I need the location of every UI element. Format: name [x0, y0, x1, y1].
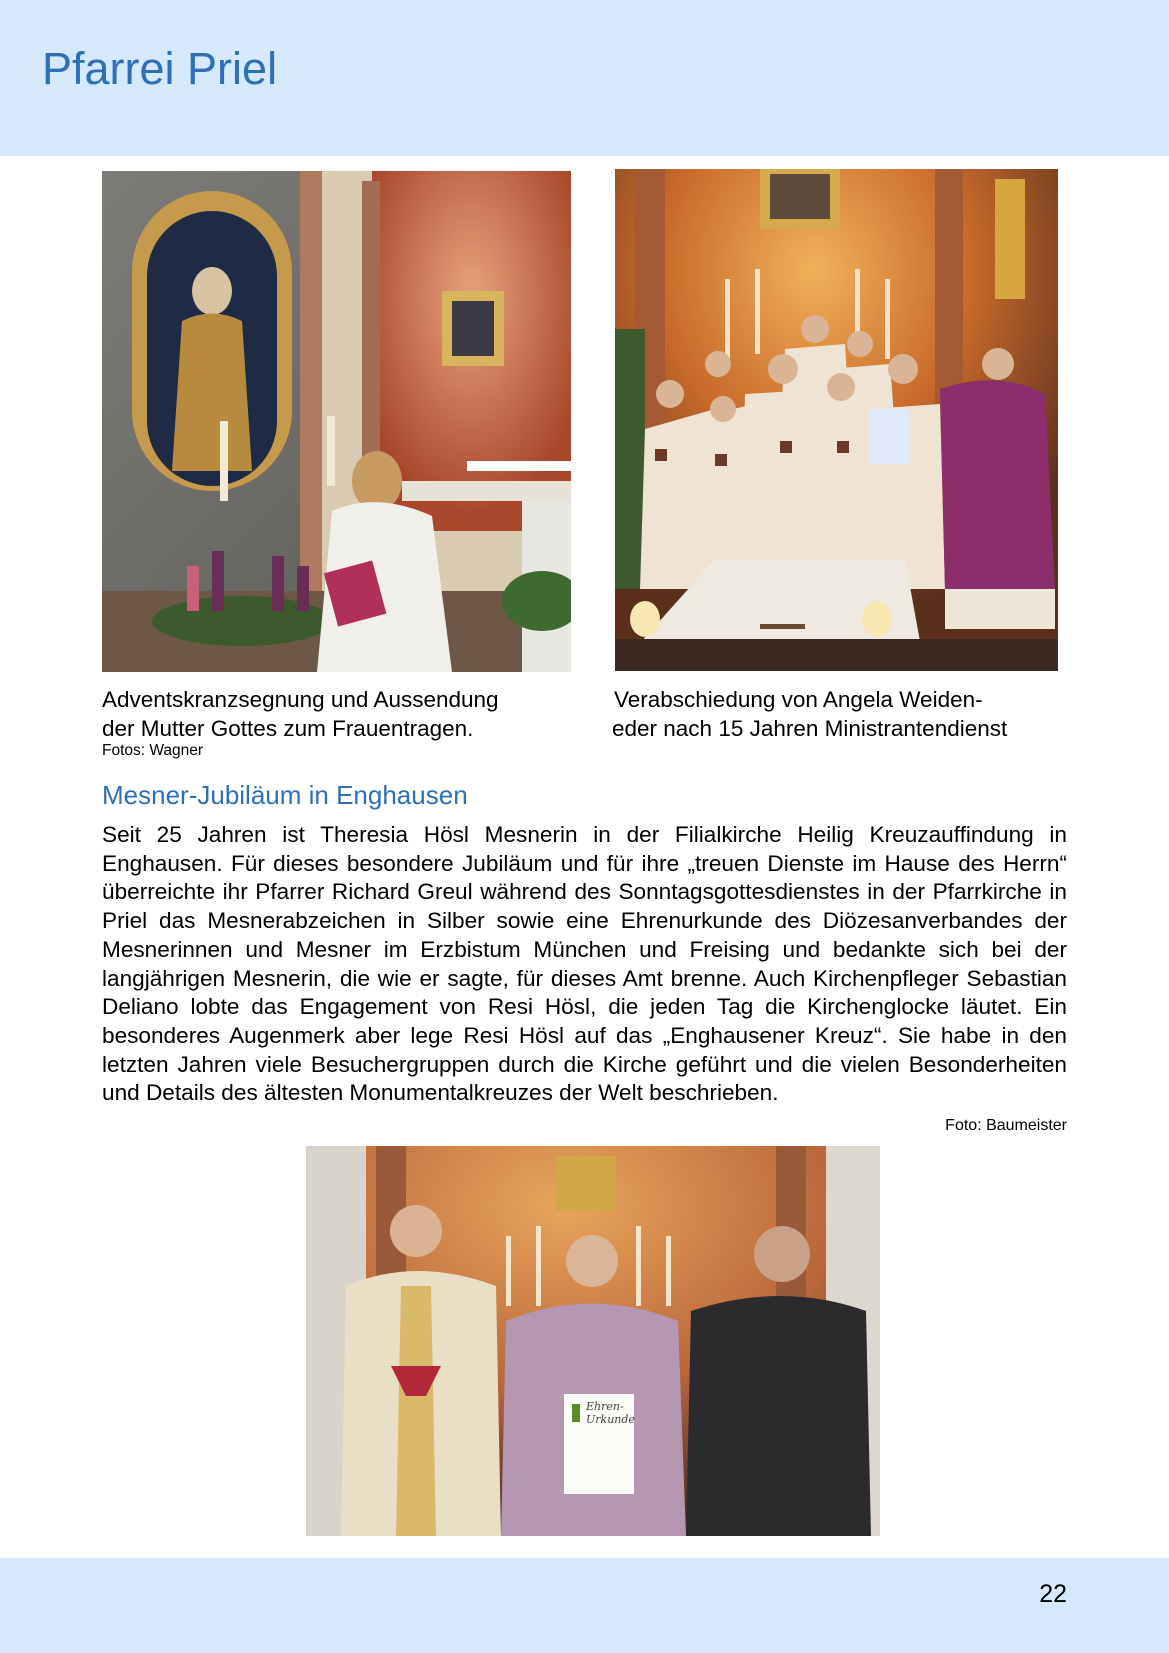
- photo-mesner-jubilee: [306, 1146, 880, 1536]
- article-title: Mesner-Jubiläum in Enghausen: [102, 780, 468, 810]
- caption-advent-line1: Adventskranzsegnung und Aussendung: [102, 687, 499, 712]
- page-header: [0, 0, 1169, 156]
- caption-servers-line1: Verabschiedung von Angela Weiden-: [614, 687, 983, 712]
- caption-servers-line2: eder nach 15 Jahren Ministrantendienst: [612, 716, 1008, 741]
- page-number: 22: [1039, 1580, 1067, 1608]
- photo-advent-blessing: [102, 171, 571, 672]
- certificate-text-line2: Urkunde: [586, 1413, 635, 1426]
- caption-advent-line2: der Mutter Gottes zum Frauentragen.: [102, 716, 474, 741]
- photo-credit-baumeister: Foto: Baumeister: [945, 1117, 1067, 1134]
- page-footer: [0, 1558, 1169, 1653]
- article-body: Seit 25 Jahren ist Theresia Hösl Mesnerin in der Filialkirche Heilig Kreuzauffindung in Enghausen. Für dieses besondere Jubiläum und für ihre „treuen Dienste im Hause des Herrn“ überreichte ihr Pfarrer Richard Greul während des Sonntagsgottesdienstes in der Pfarrkirche in Priel das Mesnerabzeichen in Silber sowie eine Ehrenurkunde des Diözesanverbandes der Mesnerinnen und Mesner im Erzbistum München und Freising und bedankte sich bei der langjährigen Mesnerin, die wie er sagte, für dieses Amt brenne. Auch Kirchenpfleger Sebastian Deliano lobte das Engagement von Resi Hösl, die jeden Tag die Kirchenglocke läutet. Ein besonderes Augenmerk aber lege Resi Hösl auf das „Enghausener Kreuz“. Sie habe in den letzten Jahren viele Besuchergruppen durch die Kirche geführt und die vielen Besonderheiten und Details des ältesten Monumentalkreuzes der Welt beschrieben.: [102, 822, 1067, 1106]
- page-title: Pfarrei Priel: [42, 43, 278, 94]
- photo-altar-servers: [615, 169, 1058, 671]
- photo-credit-wagner: Fotos: Wagner: [102, 742, 204, 759]
- certificate-text-line1: Ehren-: [586, 1400, 624, 1413]
